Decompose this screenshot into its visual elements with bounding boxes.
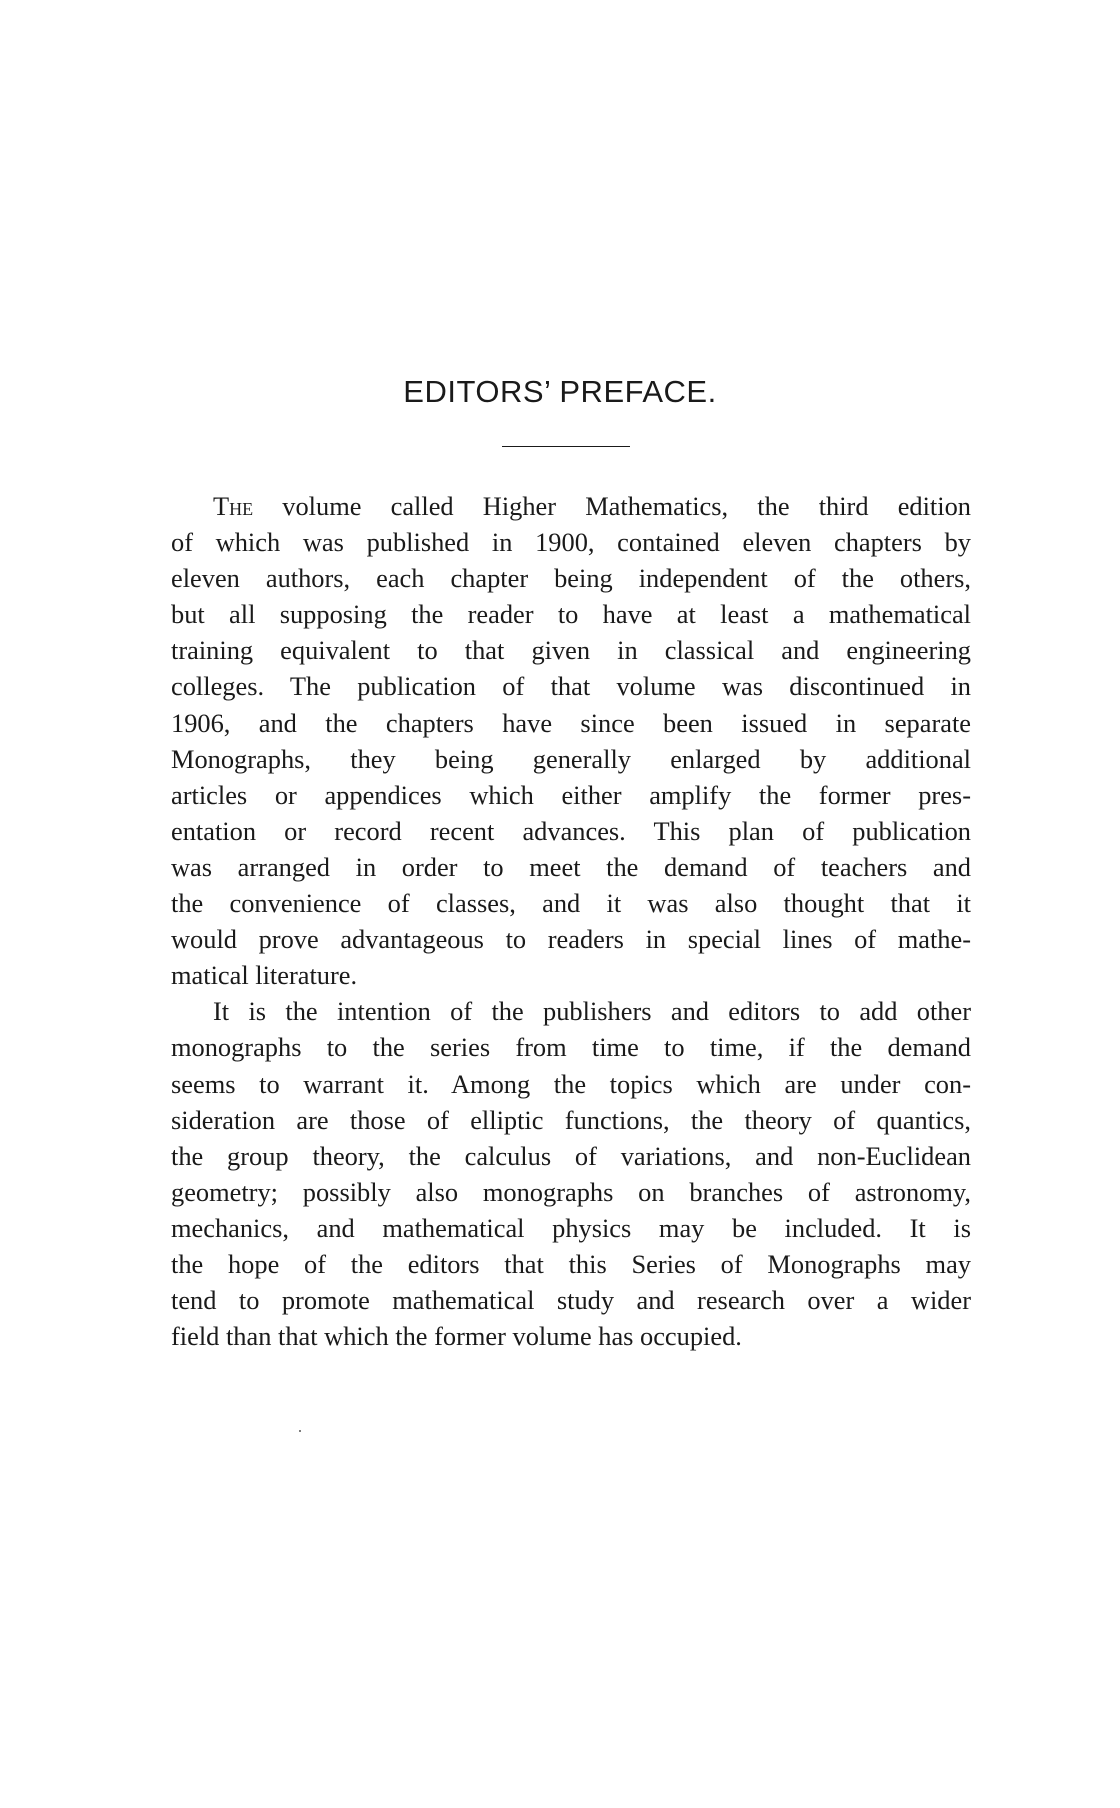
paragraph-2-line: the hope of the editors that this Series of Monographs may [171, 1248, 971, 1279]
paragraph-1-line: of which was published in 1900, contained eleven chapters by [171, 527, 971, 558]
paragraph-1-line: matical literature. [171, 960, 358, 991]
paragraph-1-line: the convenience of classes, and it was also thought that it [171, 888, 971, 919]
paragraph-2-line: mechanics, and mathematical physics may be included. It is [171, 1212, 971, 1243]
paragraph-2-line: sideration are those of elliptic functions, the theory of quantics, [171, 1104, 971, 1135]
paragraph-1-line: colleges. The publication of that volume was discontinued in [171, 671, 971, 702]
paragraph-2-line: monographs to the series from time to time, if the demand [171, 1032, 971, 1063]
paragraph-1-line: training equivalent to that given in classical and engineering [171, 635, 971, 666]
title-rule [502, 446, 630, 447]
page-title: EDITORS’ PREFACE. [403, 374, 717, 409]
ink-speck [299, 1430, 301, 1432]
paragraph-2-line: field than that which the former volume has occupied. [171, 1321, 742, 1352]
paragraph-1-line: but all supposing the reader to have at least a mathematical [171, 599, 971, 630]
paragraph-1-line: entation or record recent advances. This plan of publication [171, 815, 971, 846]
paragraph-1-line: was arranged in order to meet the demand of teachers and [171, 851, 971, 882]
paragraph-1 [171, 488, 971, 993]
paragraph-2 [171, 993, 971, 1354]
preface-body [171, 488, 971, 1354]
paragraph-2-line: tend to promote mathematical study and research over a wider [171, 1285, 971, 1316]
paragraph-1-line: eleven authors, each chapter being independent of the others, [171, 563, 971, 594]
paragraph-2-line: It is the intention of the publishers and editors to add other [213, 996, 971, 1027]
first-word: The [213, 491, 254, 521]
paragraph-2-line: geometry; possibly also monographs on branches of astronomy, [171, 1176, 971, 1207]
paragraph-1-line: Monographs, they being generally enlarged by additional [171, 743, 971, 774]
paragraph-1-line: The volume called Higher Mathematics, the third edition [213, 491, 971, 521]
paragraph-2-line: seems to warrant it. Among the topics which are under con- [171, 1068, 971, 1099]
paragraph-1-line: 1906, and the chapters have since been issued in separate [171, 707, 971, 738]
paragraph-1-line: articles or appendices which either amplify the former pres- [171, 779, 971, 810]
paragraph-1-line: would prove advantageous to readers in special lines of mathe- [171, 924, 971, 955]
paragraph-2-line: the group theory, the calculus of variations, and non-Euclidean [171, 1140, 971, 1171]
